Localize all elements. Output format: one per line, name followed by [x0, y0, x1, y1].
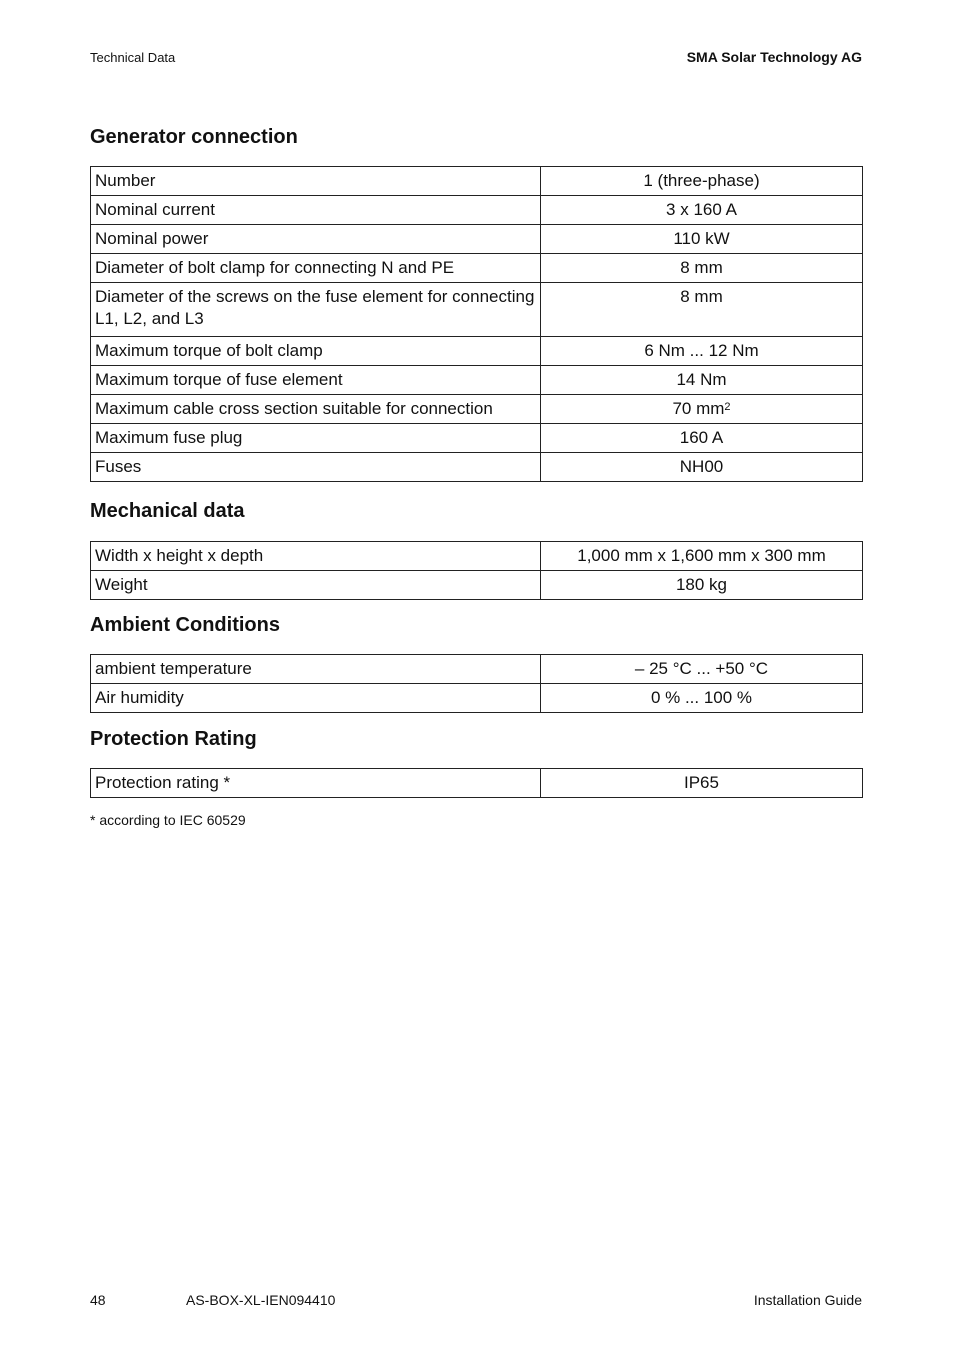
generator-table [90, 166, 863, 482]
row-value: – 25 °C ... +50 °C [541, 655, 863, 684]
row-label: Maximum torque of bolt clamp [91, 337, 541, 366]
row-value: 0 % ... 100 % [541, 684, 863, 713]
row-label: Maximum torque of fuse element [91, 366, 541, 395]
row-label: Diameter of the screws on the fuse element for connecting L1, L2, and L3 [91, 283, 541, 337]
row-label: Width x height x depth [91, 542, 541, 571]
row-value [541, 395, 863, 424]
row-label: Air humidity [91, 684, 541, 713]
row-value: 3 x 160 A [541, 196, 863, 225]
table-row [91, 769, 863, 798]
table-row [91, 254, 863, 283]
table-row [91, 655, 863, 684]
row-label: Nominal power [91, 225, 541, 254]
ambient-table [90, 654, 863, 713]
row-value: 160 A [541, 424, 863, 453]
running-header-company: SMA Solar Technology AG [686, 49, 862, 65]
row-label: Weight [91, 571, 541, 600]
document-id: AS-BOX-XL-IEN094410 [186, 1292, 336, 1308]
row-label: Maximum fuse plug [91, 424, 541, 453]
table-row [91, 167, 863, 196]
page-number: 48 [90, 1292, 106, 1308]
table-row [91, 542, 863, 571]
footer-guide-title: Installation Guide [753, 1292, 862, 1308]
footnote: * according to IEC 60529 [90, 812, 246, 828]
row-value: 8 mm [541, 254, 863, 283]
row-value: 1,000 mm x 1,600 mm x 300 mm [541, 542, 863, 571]
row-label: Protection rating * [91, 769, 541, 798]
mechanical-table [90, 541, 863, 600]
row-value: IP65 [541, 769, 863, 798]
row-value: NH00 [541, 453, 863, 482]
row-value: 180 kg [541, 571, 863, 600]
table-row [91, 366, 863, 395]
table-row [91, 225, 863, 254]
table-row [91, 283, 863, 337]
row-label: Diameter of bolt clamp for connecting N and PE [91, 254, 541, 283]
section-title-generator: Generator connection [90, 126, 298, 148]
row-label: Number [91, 167, 541, 196]
row-label: Maximum cable cross section suitable for connection [91, 395, 541, 424]
table-row [91, 196, 863, 225]
table-row [91, 424, 863, 453]
section-title-mechanical: Mechanical data [90, 500, 245, 522]
row-label: Nominal current [91, 196, 541, 225]
protection-table [90, 768, 863, 798]
value-text: 70 mm [672, 399, 725, 418]
table-row [91, 395, 863, 424]
section-title-ambient: Ambient Conditions [90, 614, 280, 636]
row-value: 110 kW [541, 225, 863, 254]
row-label: ambient temperature [91, 655, 541, 684]
row-value: 8 mm [541, 283, 863, 337]
table-row [91, 337, 863, 366]
row-value: 14 Nm [541, 366, 863, 395]
section-title-protection: Protection Rating [90, 728, 257, 750]
running-header-section: Technical Data [90, 50, 176, 65]
value-superscript: 2 [724, 401, 731, 413]
row-value: 6 Nm ... 12 Nm [541, 337, 863, 366]
table-row [91, 453, 863, 482]
table-row [91, 684, 863, 713]
table-row [91, 571, 863, 600]
row-label: Fuses [91, 453, 541, 482]
row-value: 1 (three-phase) [541, 167, 863, 196]
